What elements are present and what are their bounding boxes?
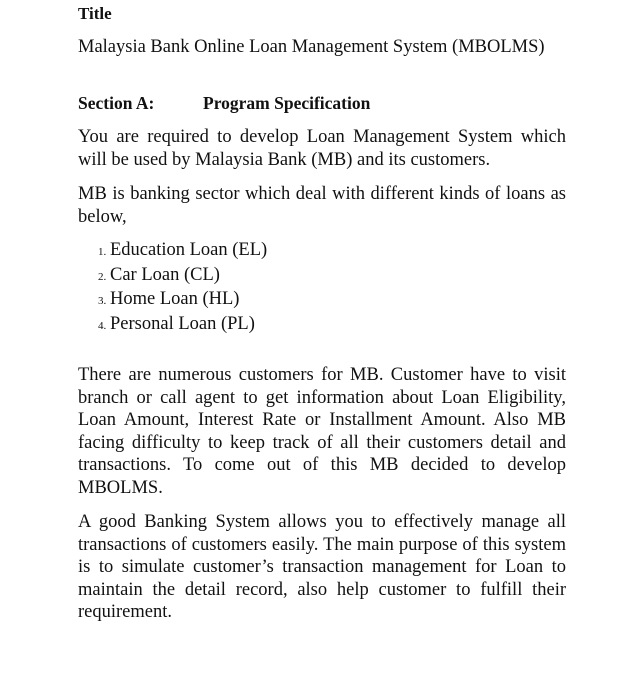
title-heading: Title [78, 4, 112, 23]
list-item: 3. Home Loan (HL) [98, 289, 240, 310]
section-heading [78, 92, 566, 115]
paragraph-loan-types: MB is banking sector which deal with different kinds of loans as below, [78, 184, 566, 227]
loan-list [98, 239, 267, 337]
paragraph-problem: There are numerous customers for MB. Customer have to visit branch or call agent to get information about Loan Eligibility, Loan Amount, Interest Rate or Installment Amount. Also MB facing difficulty to keep track of all their customers detail and transactions. To come out of this MB decided to develop MBOLMS. [78, 365, 566, 498]
section-label: Section A: [78, 93, 155, 113]
paragraph-intro: You are required to develop Loan Management System which will be used by Malaysia Bank (MB) and its customers. [78, 127, 566, 170]
list-item: 4. Personal Loan (PL) [98, 313, 255, 334]
section-title: Program Specification [203, 93, 371, 113]
paragraph-purpose: A good Banking System allows you to effectively manage all transactions of customers easily. The main purpose of this system is to simulate customer’s transaction management for Loan to maintain the detail record, also help customer to fulfill their requirement. [78, 512, 566, 623]
list-item: 2. Car Loan (CL) [98, 264, 220, 285]
document-title: Malaysia Bank Online Loan Management System (MBOLMS) [78, 37, 545, 57]
list-item: 1. Education Loan (EL) [98, 240, 268, 260]
